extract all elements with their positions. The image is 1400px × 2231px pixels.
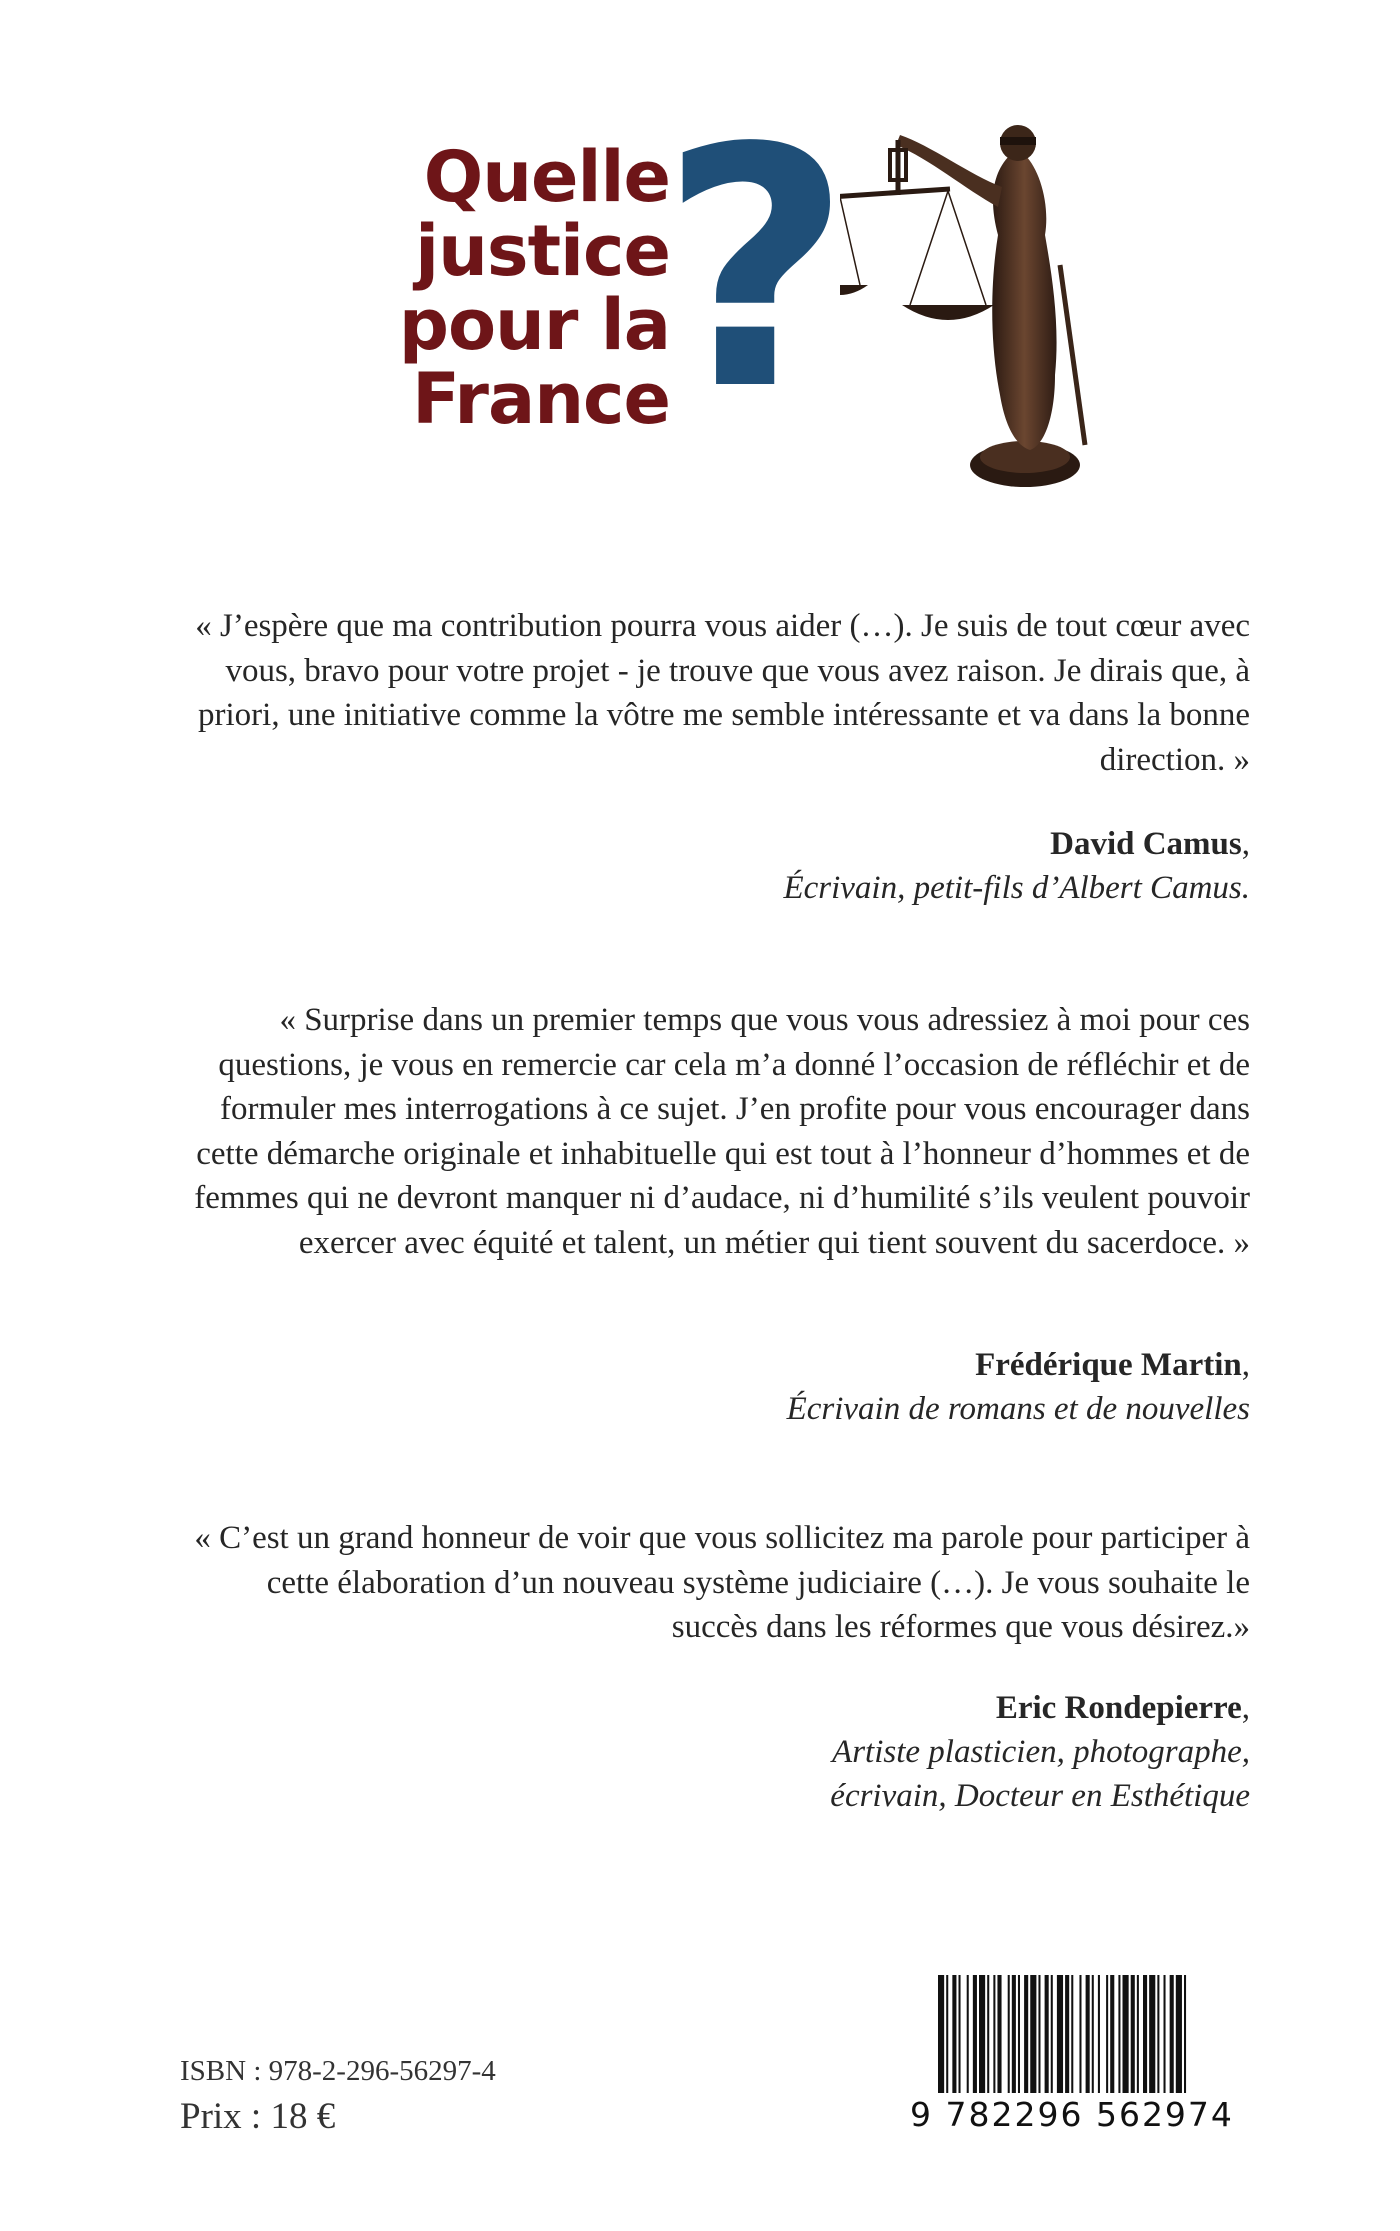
price: Prix : 18 € — [180, 2096, 336, 2137]
barcode-bar — [1098, 1975, 1100, 2093]
testimonial-author-3: Eric Rondepierre, Artiste plasticien, photographe, écrivain, Docteur en Esthétique — [830, 1686, 1250, 1818]
barcode-bar — [1106, 1975, 1108, 2093]
testimonial-author-2: Frédérique Martin, Écrivain de romans et de nouvelles — [787, 1343, 1250, 1431]
author-role: Écrivain, petit-fils d’Albert Camus. — [783, 870, 1250, 906]
barcode-bar — [1051, 1975, 1053, 2093]
testimonial-quote-3: « C’est un grand honneur de voir que vous sollicitez ma parole pour participer à cette élaboration d’un nouveau système judiciaire (…). Je vous souhaite le succès dans les réformes que vous désirez.» — [194, 1520, 1250, 1645]
barcode-bar — [1110, 1975, 1114, 2093]
barcode-bar — [1071, 1975, 1073, 2093]
barcode-bar — [1164, 1975, 1166, 2093]
barcode-bar — [1176, 1975, 1182, 2093]
barcode-bar — [1123, 1975, 1129, 2093]
barcode-bar — [959, 1975, 961, 2093]
barcode-bar — [1012, 1975, 1016, 2093]
barcode-bar — [1024, 1975, 1028, 2093]
isbn: ISBN : 978-2-296-56297-4 — [180, 2055, 496, 2087]
barcode-bar — [979, 1975, 985, 2093]
barcode-bar — [967, 1975, 969, 2093]
title-line-1: Quelle — [423, 136, 670, 218]
barcode-bar — [1092, 1975, 1094, 2093]
author-name: Frédérique Martin — [975, 1347, 1242, 1383]
barcode-bar — [946, 1975, 948, 2093]
title-line-4: France — [412, 358, 670, 440]
testimonial-quote-2: « Surprise dans un premier temps que vous vous adressiez à moi pour ces questions, je vous en remercie car cela m’a donné l’occasion de réfléchir et de formuler mes interrogations à ce sujet. J’en profite pour vous encourager dans cette démarche originale et inhabituelle qui est tout à l’honneur d’hommes et de femmes qui ne devront manquer ni d’audace, ni d’humilité s’ils veulent pouvoir exercer avec équité et talent, un métier qui tient souvent du sacerdoce. » — [194, 1002, 1250, 1261]
barcode-bar — [987, 1975, 989, 2093]
barcode-bar — [938, 1975, 944, 2093]
barcode-bar — [1038, 1975, 1040, 2093]
author-role-line-2: écrivain, Docteur en Esthétique — [830, 1778, 1250, 1814]
barcode-bar — [1030, 1975, 1036, 2093]
barcode-bar — [1018, 1975, 1020, 2093]
barcode-bar — [993, 1975, 995, 2093]
title-line-2: justice — [415, 210, 670, 292]
barcode-bar — [1118, 1975, 1120, 2093]
testimonial-quote-1: « J’espère que ma contribution pourra vous aider (…). Je suis de tout cœur avec vous, bravo pour votre projet - je trouve que vous avez raison. Je dirais que, à priori, une initiative comme la vôtre me semble intéressante et va dans la bonne direction. » — [195, 608, 1250, 778]
testimonial-author-1: David Camus, Écrivain, petit-fils d’Albert Camus. — [783, 822, 1250, 910]
barcode-bar — [973, 1975, 977, 2093]
barcode-bar — [1086, 1975, 1090, 2093]
barcode-bar — [997, 1975, 1001, 2093]
book-title — [380, 136, 670, 440]
barcode-bar — [1157, 1975, 1159, 2093]
barcode-bar — [1008, 1975, 1010, 2093]
author-name: David Camus — [1050, 826, 1242, 862]
barcode-bar — [1045, 1975, 1049, 2093]
barcode-bar — [1057, 1975, 1063, 2093]
title-line-3: pour la — [398, 284, 670, 366]
barcode-bar — [1184, 1975, 1186, 2093]
barcode-bar — [1065, 1975, 1069, 2093]
barcode-digits: 9 782296 562974 — [910, 2095, 1234, 2134]
lady-justice-icon — [840, 115, 1100, 495]
barcode-bar — [952, 1975, 956, 2093]
barcode-bar — [1131, 1975, 1135, 2093]
author-role: Écrivain de romans et de nouvelles — [786, 1391, 1250, 1427]
barcode-bar — [1137, 1975, 1139, 2093]
author-role-line-1: Artiste plasticien, photographe, — [832, 1734, 1250, 1770]
barcode-bar — [1170, 1975, 1174, 2093]
barcode-bar — [1079, 1975, 1081, 2093]
question-mark: ? — [660, 78, 852, 462]
barcode-bar — [1143, 1975, 1147, 2093]
author-name: Eric Rondepierre — [995, 1690, 1242, 1726]
barcode-bar — [1149, 1975, 1155, 2093]
